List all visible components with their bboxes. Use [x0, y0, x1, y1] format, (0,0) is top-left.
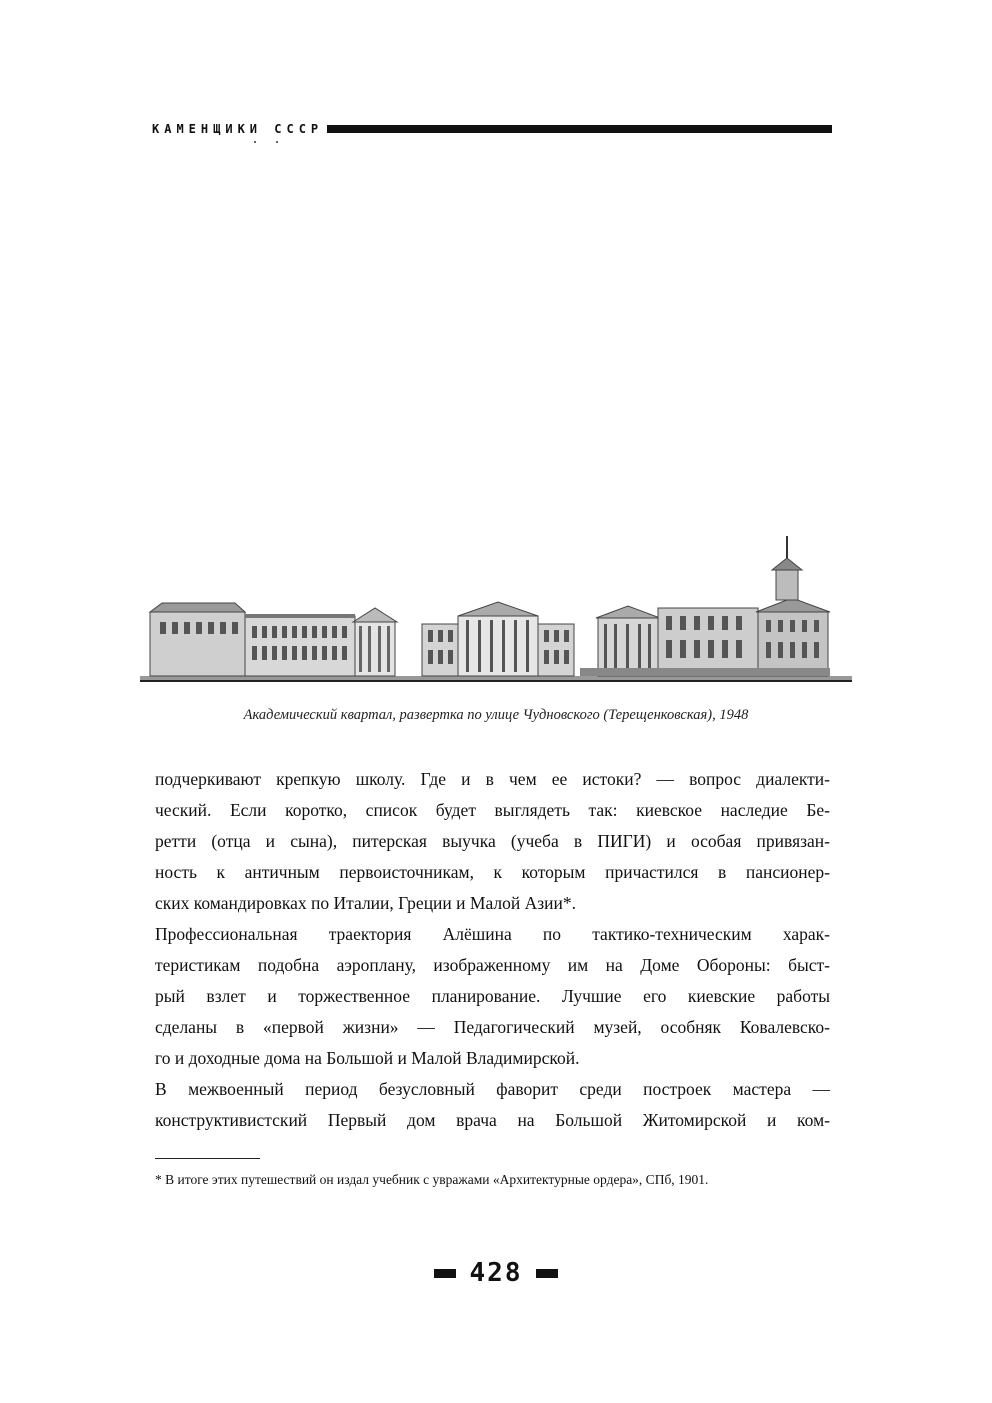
header-rule — [327, 125, 832, 133]
body-line: подчеркивают крепкую школу. Где и в чем ее истоки? — вопрос диалекти- — [155, 769, 830, 789]
body-line: конструктивистский Первый дом врача на Большой Житомирской и ком- — [155, 1110, 830, 1130]
folio-bar-left — [434, 1269, 456, 1278]
body-line: ческий. Если коротко, список будет выглядеть так: киевское наследие Бе- — [155, 800, 830, 820]
body-line: го и доходные дома на Большой и Малой Владимирской. — [155, 1048, 580, 1068]
figure-caption: Академический квартал, развертка по улице Чудновского (Терещенковская), 1948 — [243, 707, 749, 723]
building-facade-illustration — [140, 530, 852, 695]
body-text — [155, 764, 830, 1136]
running-title: КАМЕНЩИКИ СССР — [152, 122, 324, 136]
folio-bar-right — [536, 1269, 558, 1278]
body-line: рый взлет и торжественное планирование. Лучшие его киевские работы — [155, 986, 830, 1006]
page-folio — [0, 1258, 992, 1288]
body-line: ность к античным первоисточникам, к которым причастился в пансионер- — [155, 862, 830, 882]
footnote: * В итоге этих путешествий он издал учебник с увражами «Архитектурные ордера», СПб, 1901. — [155, 1172, 709, 1187]
body-line: теристикам подобна аэроплану, изображенному им на Доме Обороны: быст- — [155, 955, 830, 975]
running-header — [152, 120, 832, 138]
body-line: ских командировках по Италии, Греции и Малой Азии*. — [155, 893, 577, 913]
body-line: ретти (отца и сына), питерская выучка (учеба в ПИГИ) и особая привязан- — [155, 831, 830, 851]
header-specks — [254, 141, 284, 145]
body-line: В межвоенный период безусловный фаворит среди построек мастера — — [155, 1079, 830, 1099]
architectural-figure — [140, 530, 852, 695]
footnote-rule — [155, 1158, 260, 1159]
body-line: Профессиональная траектория Алёшина по тактико-техническим харак- — [155, 924, 830, 944]
body-line: сделаны в «первой жизни» — Педагогический музей, особняк Ковалевско- — [155, 1017, 830, 1037]
page-number: 428 — [469, 1258, 523, 1288]
